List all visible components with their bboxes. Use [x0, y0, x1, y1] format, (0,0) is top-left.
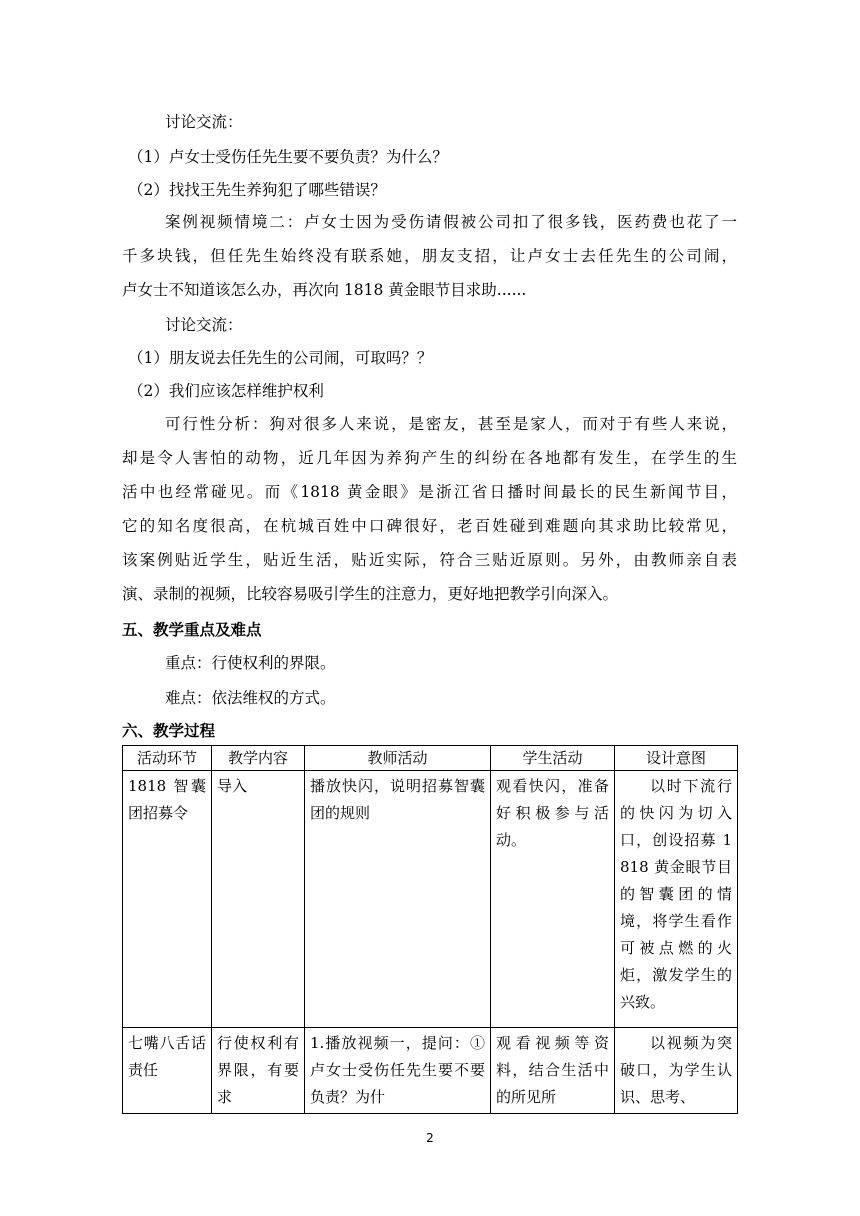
cell-intent: 以时下流行的快闪为切入口，创设招募 1818 黄金眼节目的智囊团的情境，将学生看作可被点燃的火炬，激发学生的兴致。: [615, 771, 738, 1028]
cell-student: 观看快闪，准备好积极参与活动。: [491, 771, 615, 1028]
table-row: [123, 1028, 738, 1114]
cell-activity: 七嘴八舌话责任: [123, 1028, 212, 1114]
header-student: 学生活动: [491, 746, 615, 771]
case2-line-3: 卢女士不知道该怎么办，再次向 1818 黄金眼节目求助......: [122, 281, 527, 299]
header-intent: 设计意图: [615, 746, 738, 771]
feasibility-line-2: 却是令人害怕的动物，近几年因为养狗产生的纠纷在各地都有发生，在学生的生: [122, 449, 737, 467]
cell-intent: 以视频为突破口，为学生认识、思考、: [615, 1028, 738, 1114]
page-number: 2: [426, 1131, 434, 1145]
feasibility-line-4: 它的知名度很高，在杭城百姓中口碑很好，老百姓碰到难题向其求助比较常见，: [122, 517, 737, 535]
cell-student: 观看视频等资料，结合生活中的所见所: [491, 1028, 615, 1114]
cell-content: 导入: [212, 771, 305, 1028]
cell-content: 行使权利有界限，有要求: [212, 1028, 305, 1114]
feasibility-line-6: 演、录制的视频，比较容易吸引学生的注意力，更好地把教学引向深入。: [122, 585, 619, 603]
teaching-process-table: [122, 745, 738, 1114]
question-1: （1）卢女士受伤任先生要不要负责？为什么？: [128, 148, 448, 166]
header-activity: 活动环节: [123, 746, 212, 771]
question-4: （2）我们应该怎样维护权利: [128, 382, 324, 400]
case2-line-2: 千多块钱，但任先生始终没有联系她，朋友支招，让卢女士去任先生的公司闹，: [122, 247, 737, 265]
table-header-row: [123, 746, 738, 771]
key-point: 重点：行使权利的界限。: [165, 654, 336, 672]
discussion-label-2: 讨论交流：: [165, 316, 243, 334]
feasibility-line-1: 可行性分析：狗对很多人来说，是密友，甚至是家人，而对于有些人来说，: [165, 415, 737, 433]
question-3: （1）朋友说去任先生的公司闹，可取吗？？: [128, 349, 433, 367]
cell-teacher: 1.播放视频一，提问：①卢女士受伤任先生要不要负责？为什: [305, 1028, 491, 1114]
feasibility-line-5: 该案例贴近学生，贴近生活，贴近实际，符合三贴近原则。另外，由教师亲自表: [122, 551, 737, 569]
table-row: [123, 771, 738, 1028]
question-2: （2）找找王先生养狗犯了哪些错误？: [128, 181, 386, 199]
cell-activity: 1818 智囊团招募令: [123, 771, 212, 1028]
section-6-heading: 六、教学过程: [122, 722, 216, 740]
cell-teacher: 播放快闪，说明招募智囊团的规则: [305, 771, 491, 1028]
difficulty-point: 难点：依法维权的方式。: [165, 689, 336, 707]
feasibility-line-3: 活中也经常碰见。而《1818 黄金眼》是浙江省日播时间最长的民生新闻节目，: [122, 483, 737, 501]
header-teacher: 教师活动: [305, 746, 491, 771]
header-content: 教学内容: [212, 746, 305, 771]
discussion-label-1: 讨论交流：: [165, 113, 243, 131]
section-5-heading: 五、教学重点及难点: [122, 621, 262, 639]
case2-line-1: 案例视频情境二：卢女士因为受伤请假被公司扣了很多钱，医药费也花了一: [165, 213, 737, 231]
